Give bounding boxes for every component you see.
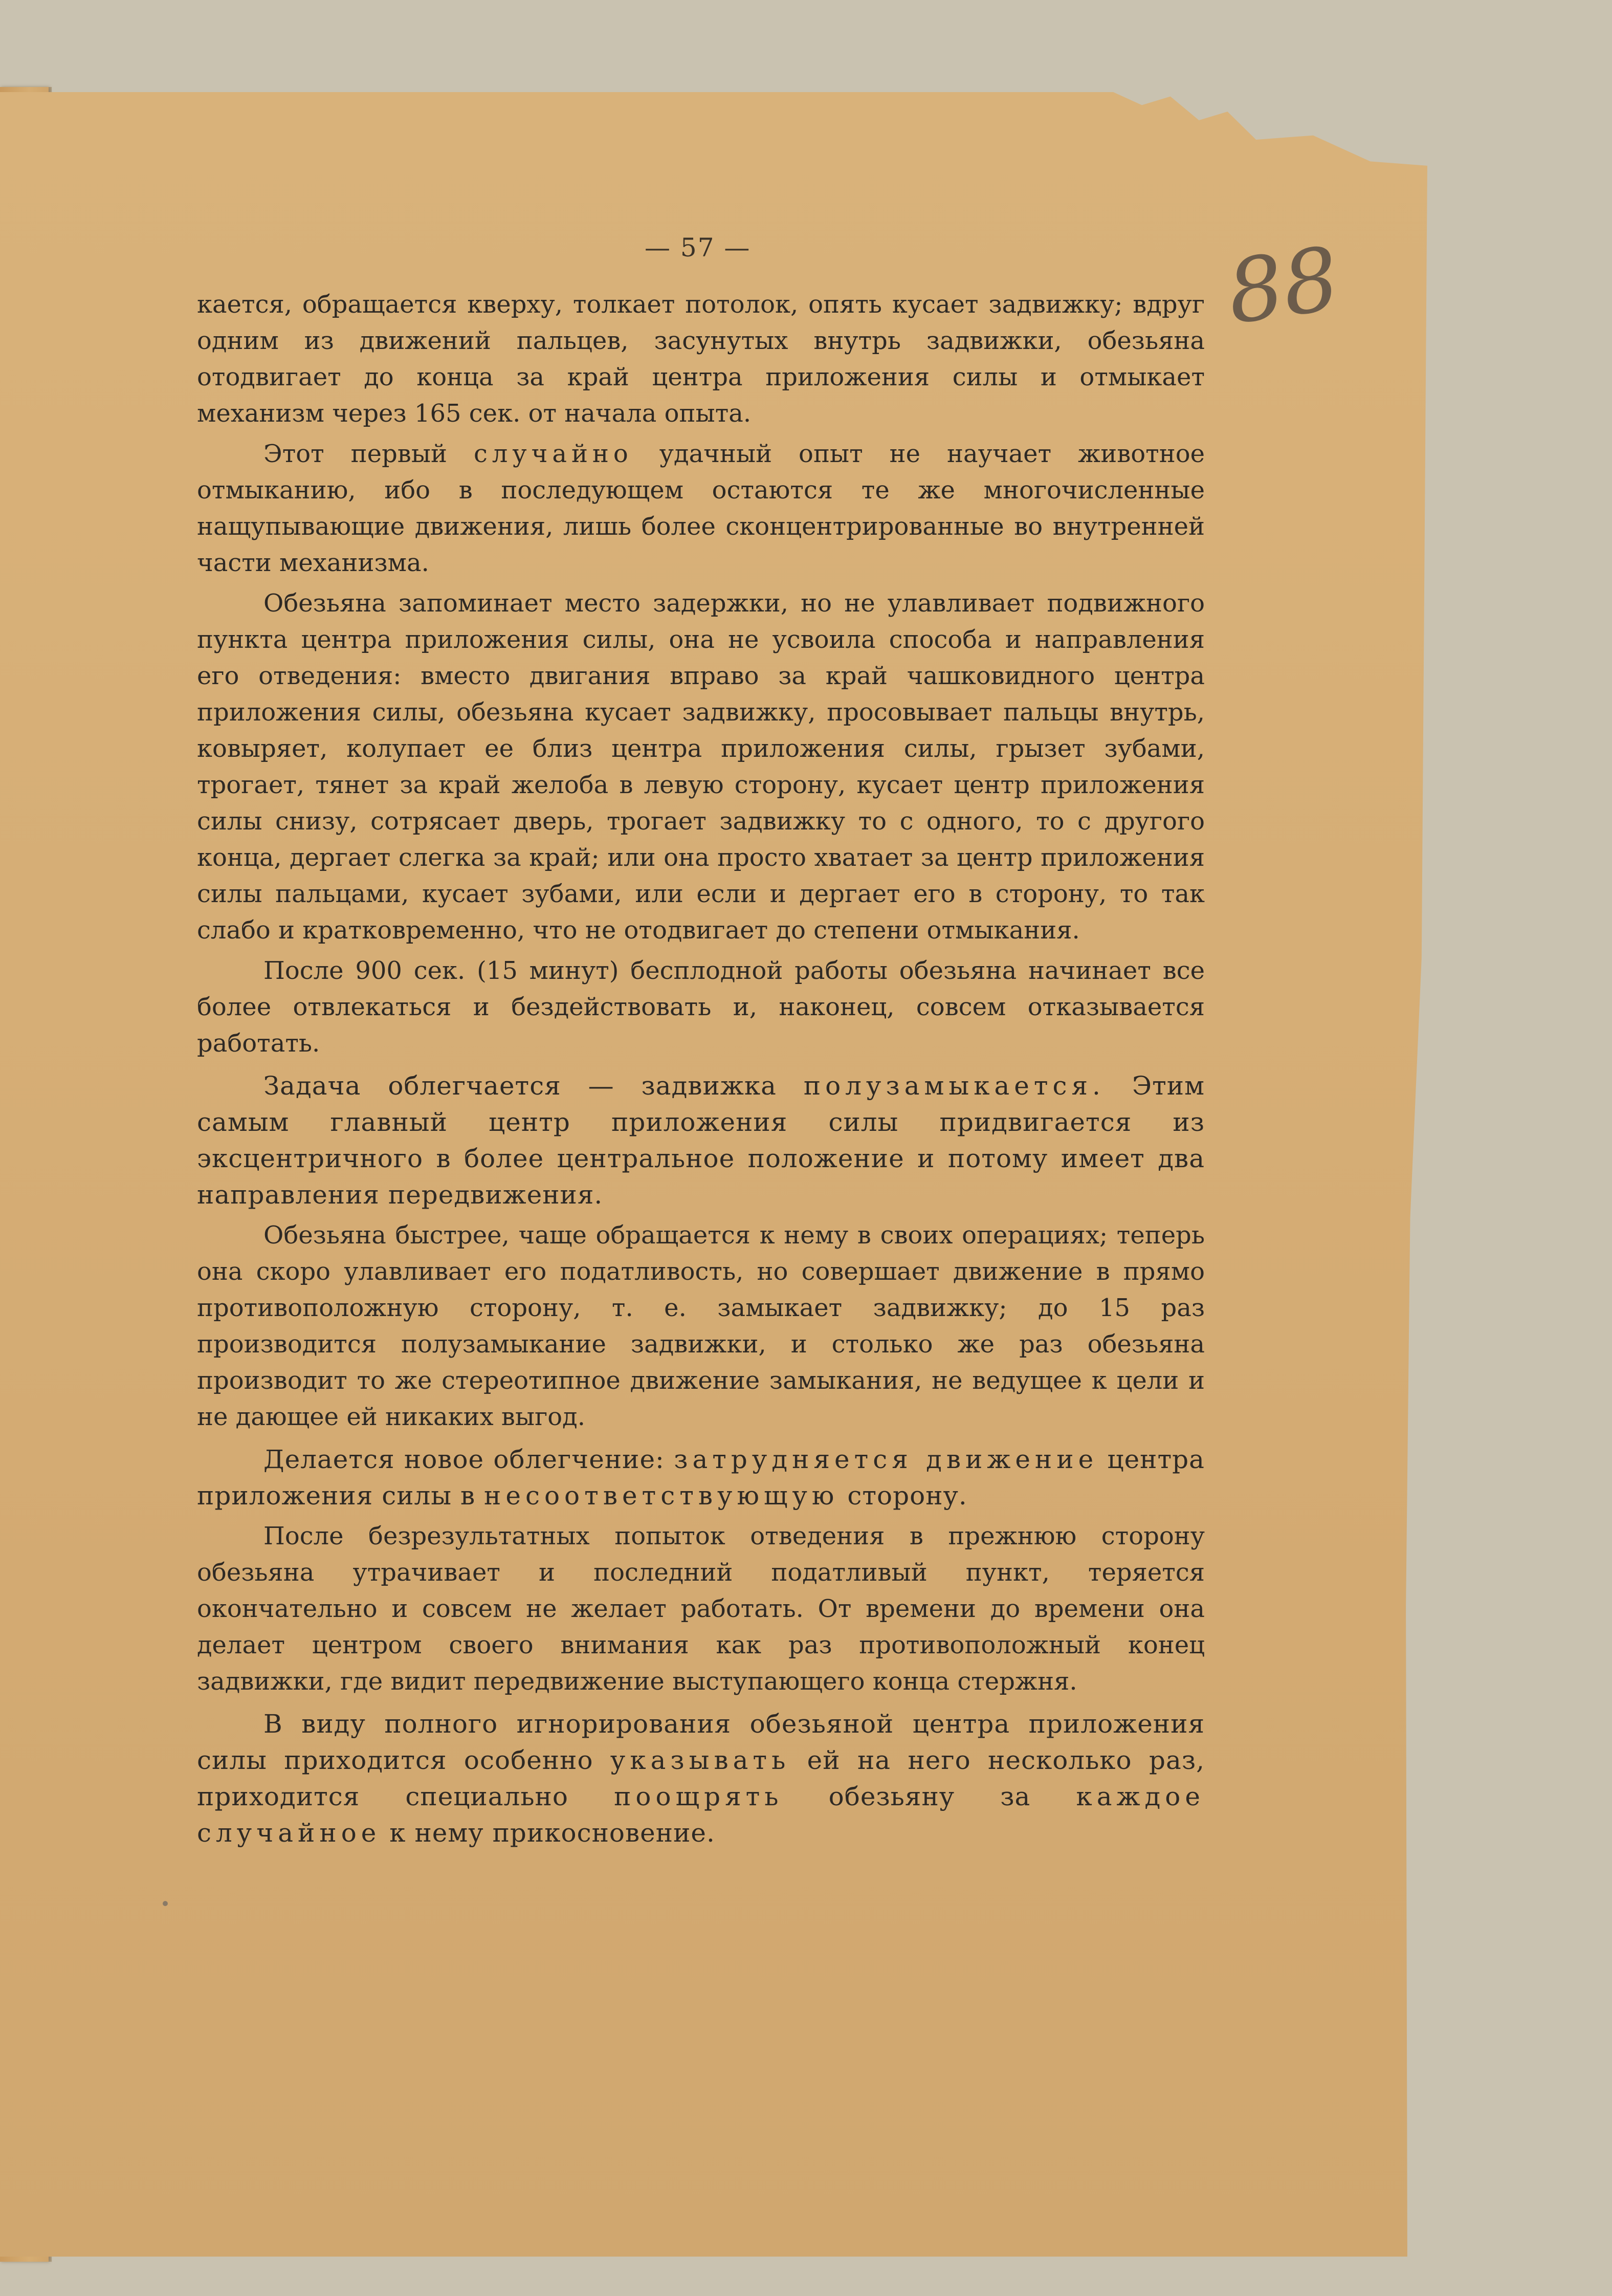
paragraph-8: После безрезультатных попыток отведения в прежнюю сторону обезьяна утрачивает и последний податливый пункт, теряется окончательно и совсем не желает работать. От времени до времени она делает центром своего внимания как раз противоположный конец задвижки, где видит передвижение выступающего конца стержня.: [197, 1522, 1205, 1696]
paragraph-3: Обезьяна запоминает место задержки, но не улавливает подвижного пункта центра приложения силы, она не усвоила способа и направления его отведения: вместо двигания вправо за край чашковидного центра приложения силы, обезьяна кусает задвижку, просовывает пальцы внутрь, ковыряет, колупает ее близ центра приложения силы, грызет зубами, трогает, тянет за край желоба в левую сторону, кусает центр приложения силы снизу, сотрясает дверь, трогает задвижку то с одного, то с другого конца, дергает слегка за край; или она просто хватает за центр приложения силы пальцами, кусает зубами, или если и дергает его в сторону, то так слабо и кратковременно, что не отодвигает до степени отмыкания.: [197, 589, 1205, 945]
body-text: [197, 287, 1205, 1855]
emphasis-spaced: поощрять: [614, 1782, 783, 1811]
emphasis-spaced: полузамыкается.: [803, 1071, 1105, 1101]
paragraph-7: Делается новое облегчение: затрудняется движение центра приложения силы в несоответствующую сторону.: [197, 1445, 1205, 1511]
paragraph-6: Обезьяна быстрее, чаще обращается к нему в своих операциях; теперь она скоро улавливает его податливость, но совершает движение в прямо противоположную сторону, т. е. замыкает задвижку; до 15 раз производится полузамыкание задвижки, и столько же раз обезьяна производит то же стереотипное движение замыкания, не ведущее к цели и не дающее ей никаких выгод.: [197, 1221, 1205, 1431]
paragraph-2: Этот первый случайно удачный опыт не научает животное отмыканию, ибо в последующем остаются те же многочисленные нащупывающие движения, лишь более сконцентрированные во внутренней части механизма.: [197, 440, 1205, 577]
paragraph-5: Задача облегчается — задвижка полузамыкается. Этим самым главный центр приложения силы придвигается из эксцентричного в более центральное положение и потому имеет два направления передвижения.: [197, 1071, 1205, 1210]
emphasis-spaced: случайно: [473, 440, 633, 468]
emphasis-spaced: несоответствующую: [484, 1481, 839, 1511]
paragraph-9: В виду полного игнорирования обезьяной центра приложения силы приходится особенно указывать ей на него несколько раз, приходится специально поощрять обезьяну за каждое случайное к нему прикосновение.: [197, 1709, 1205, 1848]
handwritten-page-number: 88: [1221, 228, 1345, 344]
emphasis-spaced: указывать: [610, 1745, 790, 1775]
emphasis-spaced: каждое случайное: [197, 1782, 1205, 1848]
emphasis-spaced: затрудняется движение: [674, 1445, 1098, 1474]
page-number: — 57 —: [645, 233, 751, 263]
paragraph-4: После 900 сек. (15 минут) бесплодной работы обезьяна начинает все более отвлекаться и бездействовать и, наконец, совсем отказывается работать.: [197, 956, 1205, 1058]
paper-speck: [163, 1901, 168, 1906]
paragraph-1: кается, обращается кверху, толкает потолок, опять кусает задвижку; вдруг одним из движений пальцев, засунутых внутрь задвижки, обезьяна отодвигает до конца за край центра приложения силы и отмыкает механизм через 165 сек. от начала опыта.: [197, 290, 1205, 428]
